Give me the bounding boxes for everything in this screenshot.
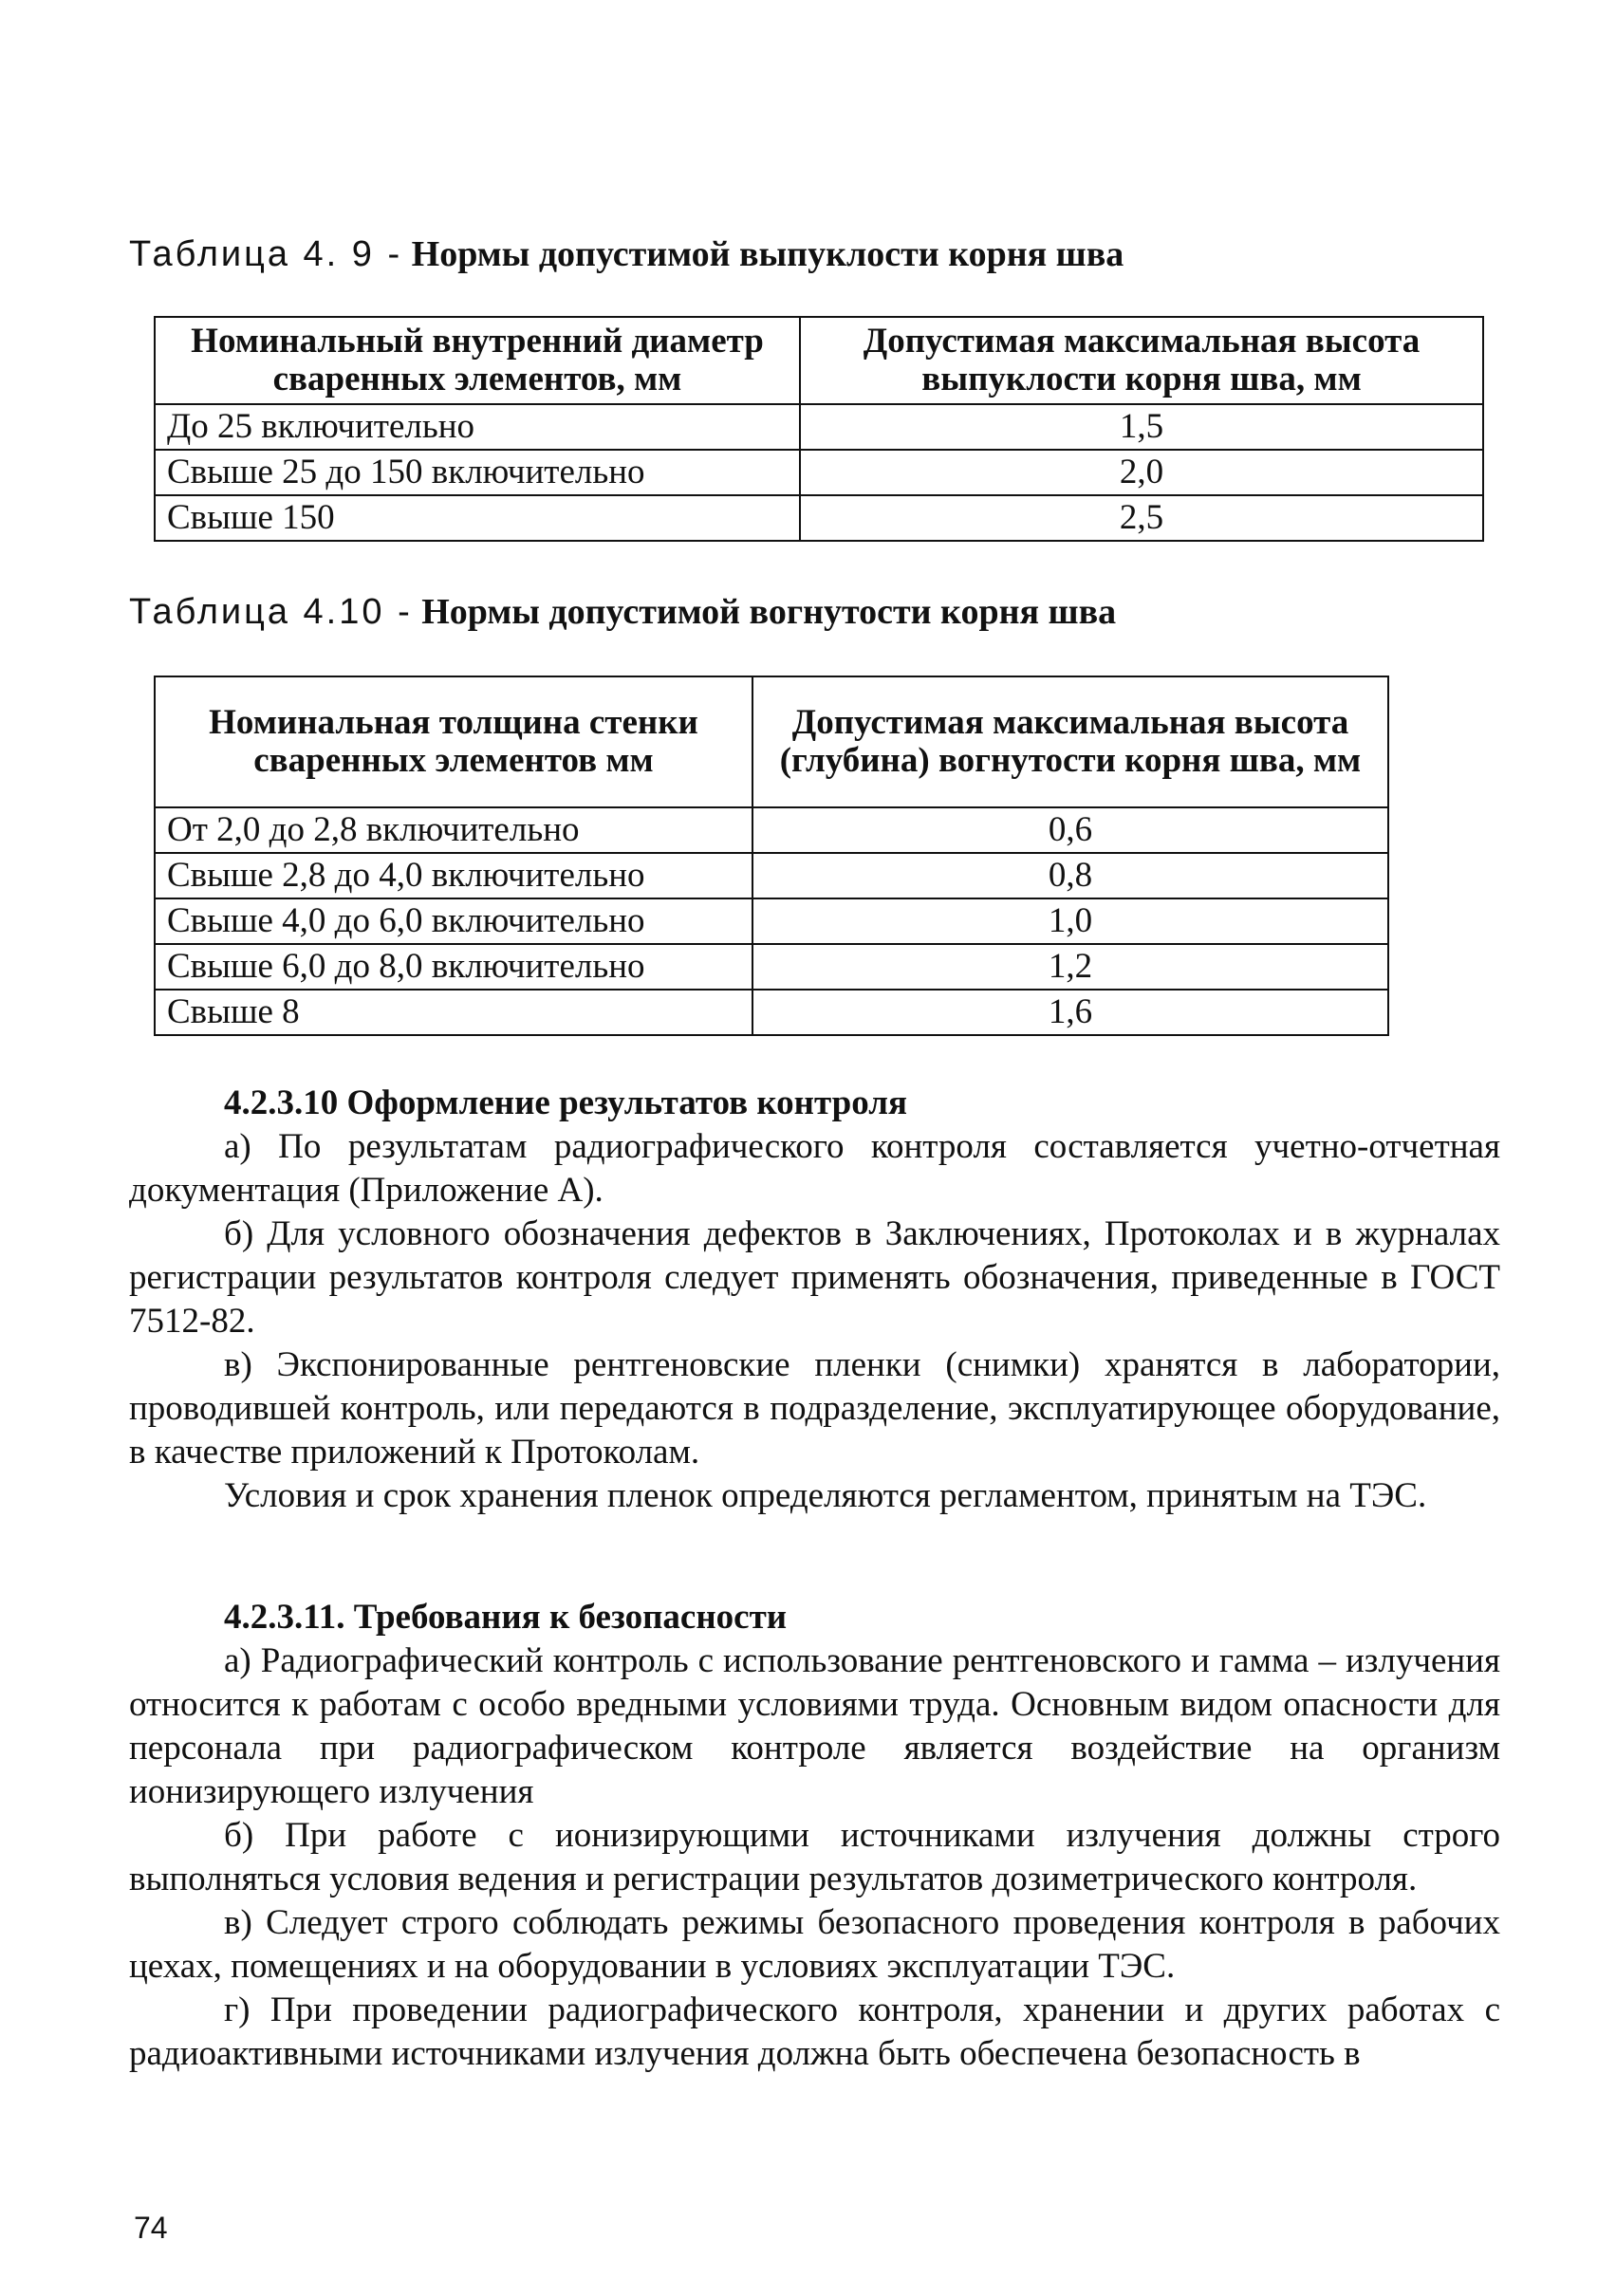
section-11-paragraph-c: в) Следует строго соблюдать режимы безопасного проведения контроля в рабочих цехах, помещениях и на оборудовании в условиях эксплуатации ТЭС.	[129, 1903, 1500, 1986]
table-row	[155, 944, 1388, 990]
table-10-row-5-value: 1,6	[752, 990, 1388, 1035]
table-10-row-1-range: От 2,0 до 2,8 включительно	[155, 807, 752, 853]
table-10-row-5-range: Свыше 8	[155, 990, 752, 1035]
table-9-row-3-value: 2,5	[800, 495, 1483, 541]
section-safety-requirements	[129, 1596, 1500, 2076]
section-10-paragraph-b: б) Для условного обозначения дефектов в Заключениях, Протоколах и в журналах регистрации результатов контроля следует применять обозначения, приведенные в ГОСТ 7512-82.	[129, 1214, 1500, 1341]
table-row	[155, 495, 1483, 541]
table-row	[155, 450, 1483, 495]
table-10-number: Таблица 4.10 -	[129, 592, 413, 632]
section-11-heading: 4.2.3.11. Требования к безопасности	[224, 1598, 788, 1637]
table-9-number: Таблица 4. 9 -	[129, 234, 403, 274]
table-9-row-2-range: Свыше 25 до 150 включительно	[155, 450, 800, 495]
table-9-title: Нормы допустимой выпуклости корня шва	[411, 234, 1124, 274]
table-10-row-1-value: 0,6	[752, 807, 1388, 853]
table-row	[155, 990, 1388, 1035]
table-10-row-2-range: Свыше 2,8 до 4,0 включительно	[155, 853, 752, 898]
table-10-row-4-range: Свыше 6,0 до 8,0 включительно	[155, 944, 752, 990]
table-10-title: Нормы допустимой вогнутости корня шва	[421, 592, 1117, 632]
section-11-paragraph-b: б) При работе с ионизирующими источниками излучения должны строго выполняться условия ведения и регистрации результатов дозиметрического контроля.	[129, 1816, 1500, 1898]
table-10-header-thickness: Номинальная толщина стенки сваренных элементов мм	[155, 676, 752, 807]
table-9-caption	[129, 233, 1124, 275]
table-row	[155, 404, 1483, 450]
table-9-header-diameter: Номинальный внутренний диаметр сваренных элементов, мм	[155, 317, 800, 404]
table-row	[155, 807, 1388, 853]
section-11-paragraph-d: г) При проведении радиографического контроля, хранении и других работах с радиоактивными источниками излучения должна быть обеспечена безопасность в	[129, 1990, 1500, 2073]
table-10-row-3-value: 1,0	[752, 898, 1388, 944]
table-9-header-row	[155, 317, 1483, 404]
table-10-header-row	[155, 676, 1388, 807]
table-9-row-2-value: 2,0	[800, 450, 1483, 495]
section-10-paragraph-c: в) Экспонированные рентгеновские пленки (снимки) хранятся в лаборатории, проводившей контроль, или передаются в подразделение, эксплуатирующее оборудование, в качестве приложений к Протоколам.	[129, 1345, 1500, 1472]
table-10	[154, 676, 1389, 1036]
section-10-heading: 4.2.3.10 Оформление результатов контроля	[224, 1083, 907, 1122]
section-11-paragraph-a: а) Радиографический контроль с использование рентгеновского и гамма – излучения относится к работам с особо вредными условиями труда. Основным видом опасности для персонала при радиографическом контроле является воздействие на организм ионизирующего излучения	[129, 1641, 1500, 1811]
table-9-header-height: Допустимая максимальная высота выпуклости корня шва, мм	[800, 317, 1483, 404]
section-results-registration	[129, 1082, 1500, 1518]
table-10-row-3-range: Свыше 4,0 до 6,0 включительно	[155, 898, 752, 944]
section-10-paragraph-a: а) По результатам радиографического контроля составляется учетно-отчетная документация (Приложение А).	[129, 1127, 1500, 1210]
table-row	[155, 898, 1388, 944]
table-9-row-1-range: До 25 включительно	[155, 404, 800, 450]
section-10-paragraph-storage: Условия и срок хранения пленок определяются регламентом, принятым на ТЭС.	[224, 1476, 1427, 1515]
page-number: 74	[134, 2211, 168, 2245]
table-10-row-2-value: 0,8	[752, 853, 1388, 898]
table-10-caption	[129, 591, 1116, 633]
table-10-row-4-value: 1,2	[752, 944, 1388, 990]
table-row	[155, 853, 1388, 898]
table-10-header-depth: Допустимая максимальная высота (глубина) вогнутости корня шва, мм	[752, 676, 1388, 807]
table-9	[154, 316, 1484, 542]
table-9-row-3-range: Свыше 150	[155, 495, 800, 541]
table-9-row-1-value: 1,5	[800, 404, 1483, 450]
